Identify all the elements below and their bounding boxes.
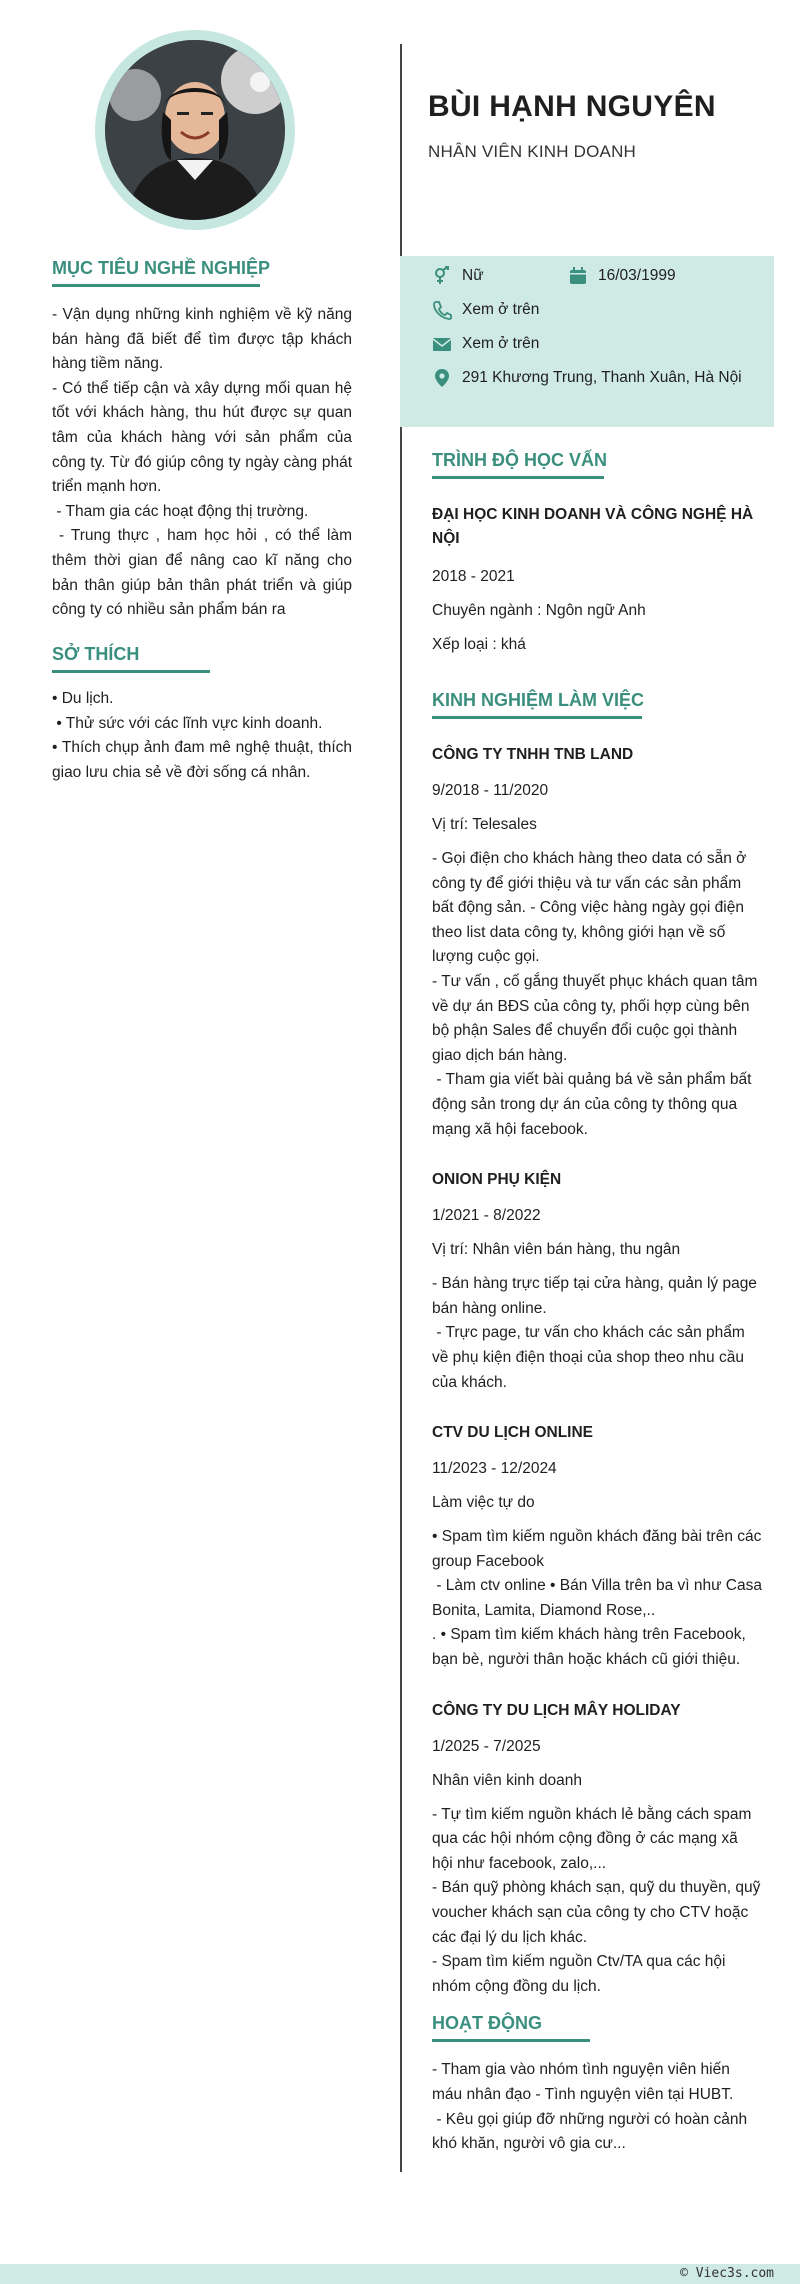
job-entry — [432, 1699, 765, 2000]
objective-title-text: MỤC TIÊU NGHỀ NGHIỆP — [52, 258, 271, 278]
candidate-name: BÙI HẠNH NGUYÊN — [428, 90, 716, 123]
job-description — [432, 1525, 767, 1673]
job-line: - Bán quỹ phòng khách sạn, quỹ du thuyền, quỹ voucher khách sạn của công ty cho CTV hoặc các đại lý du lịch khác. — [432, 1879, 765, 1946]
hobby-line: • Thích chụp ảnh đam mê nghệ thuật, thích giao lưu chia sẻ về đời sống cá nhân. — [52, 739, 357, 781]
hobbies-title-text: SỞ THÍCH — [52, 644, 140, 664]
activities-title-underline — [432, 2039, 590, 2042]
objective-section — [52, 258, 357, 623]
job-entry — [432, 743, 762, 1142]
activities-title — [432, 2013, 762, 2042]
job-position: Nhân viên kinh doanh — [432, 1771, 582, 1789]
objective-body — [52, 303, 357, 623]
job-line: • Spam tìm kiếm nguồn khách đăng bài trên các group Facebook — [432, 1528, 766, 1570]
job-company: ONION PHỤ KIỆN — [432, 1171, 562, 1189]
education-title-text: TRÌNH ĐỘ HỌC VẤN — [432, 450, 607, 470]
job-line: - Bán hàng trực tiếp tại cửa hàng, quản lý page bán hàng online. — [432, 1275, 762, 1317]
address-text: 291 Khương Trung, Thanh Xuân, Hà Nội — [462, 369, 742, 386]
email-item — [432, 332, 539, 356]
phone-text: Xem ở trên — [462, 301, 540, 318]
job-period: 11/2023 - 12/2024 — [432, 1460, 557, 1478]
job-line: . • Spam tìm kiếm khách hàng trên Facebook, bạn bè, người thân hoặc khách cũ giới thiệu. — [432, 1626, 751, 1669]
hobby-line: • Du lịch. — [52, 690, 114, 707]
experience-section — [432, 690, 767, 2157]
map-pin-icon — [432, 368, 452, 388]
contact-panel — [400, 256, 774, 427]
candidate-role: NHÂN VIÊN KINH DOANH — [428, 142, 637, 161]
activity-line: - Kêu gọi giúp đỡ những người có hoàn cảnh khó khăn, người vô gia cư... — [432, 2110, 752, 2153]
activities-section — [432, 2013, 762, 2156]
gender-text: Nữ — [462, 267, 484, 284]
education-title — [432, 450, 762, 479]
hobbies-title-underline — [52, 670, 210, 673]
activities-title-text: HOẠT ĐỘNG — [432, 2013, 542, 2034]
objective-line: - Có thể tiếp cận và xây dựng mối quan hệ tốt với khách hàng, thu hút được sự quan tâm của khách hàng với sản phẩm của công ty. Từ đó giúp công ty ngày càng phát triển mạnh hơn. — [52, 379, 357, 496]
address-item — [432, 366, 752, 390]
phone-icon — [432, 300, 452, 320]
job-position: Vị trí: Telesales — [432, 816, 537, 833]
hobbies-title — [52, 644, 352, 673]
job-description — [432, 847, 762, 1142]
profile-photo — [105, 40, 285, 220]
education-section — [432, 450, 762, 657]
activities-body — [432, 2058, 762, 2156]
email-text: Xem ở trên — [462, 335, 540, 352]
education-grade: Xếp loại : khá — [432, 636, 526, 653]
email-icon — [432, 334, 452, 354]
objective-title-underline — [52, 284, 260, 287]
job-line: - Tham gia viết bài quảng bá về sản phẩm bất động sản trong dự án của công ty thông qua mạng xã hội facebook. — [432, 1071, 756, 1138]
footer-bar — [0, 2264, 800, 2284]
job-company: CTV DU LỊCH ONLINE — [432, 1424, 594, 1442]
hobbies-body — [52, 687, 357, 785]
job-entry — [432, 1421, 767, 1673]
job-line: - Làm ctv online • Bán Villa trên ba vì như Casa Bonita, Lamita, Diamond Rose,.. — [432, 1577, 767, 1619]
gender-item — [432, 264, 484, 288]
education-major: Chuyên ngành : Ngôn ngữ Anh — [432, 602, 646, 619]
education-period: 2018 - 2021 — [432, 568, 515, 585]
job-description — [432, 1803, 765, 2000]
objective-line: - Trung thực , ham học hỏi , có thể làm thêm thời gian để nâng cao kĩ năng cho bản thân giúp bản thân phát triển và giúp công ty có nhiều sản phẩm bán ra — [52, 527, 357, 619]
activity-line: - Tham gia vào nhóm tình nguyện viên hiến máu nhân đạo - Tình nguyện viên tại HUBT. — [432, 2061, 735, 2103]
calendar-icon — [568, 266, 588, 286]
objective-title — [52, 258, 352, 287]
job-line: - Tư vấn , cố gắng thuyết phục khách quan tâm về dự án BĐS của công ty, phối hợp cùng bên bộ phận Sales để chuyển đổi cuộc gọi thành giao dịch bán hàng. — [432, 972, 762, 1064]
job-line: - Gọi điện cho khách hàng theo data có sẵn ở công ty để giới thiệu và tư vấn các sản phẩm bất động sản. - Công việc hàng ngày gọi điện theo list data công ty, không giới hạn về số lượng cuộc gọi. — [432, 850, 751, 966]
school-name: ĐẠI HỌC KINH DOANH VÀ CÔNG NGHỆ HÀ NỘI — [432, 506, 754, 547]
objective-line: - Vận dụng những kinh nghiệm về kỹ năng bán hàng đã biết để tìm được tập khách hàng tiềm năng. — [52, 306, 357, 373]
job-position: Vị trí: Nhân viên bán hàng, thu ngân — [432, 1241, 681, 1259]
birthday-text: 16/03/1999 — [598, 267, 676, 284]
job-period: 1/2025 - 7/2025 — [432, 1737, 541, 1755]
hobbies-section — [52, 644, 357, 785]
job-line: - Tự tìm kiếm nguồn khách lẻ bằng cách spam qua các hội nhóm cộng đồng ở các mạng xã hội như facebook, zalo,... — [432, 1805, 756, 1872]
gender-icon — [432, 266, 452, 286]
birthday-item — [568, 264, 676, 288]
phone-item — [432, 298, 539, 322]
job-description — [432, 1272, 762, 1395]
watermark[interactable]: © Viec3s.com — [680, 2266, 774, 2281]
job-entry — [432, 1168, 762, 1395]
hobby-line: • Thử sức với các lĩnh vực kinh doanh. — [52, 714, 323, 732]
objective-line: - Tham gia các hoạt động thị trường. — [52, 502, 309, 520]
job-line: - Trực page, tư vấn cho khách các sản phẩm về phụ kiện điện thoại của shop theo nhu cầu của khách. — [432, 1324, 750, 1391]
job-position: Làm việc tự do — [432, 1494, 535, 1512]
education-title-underline — [432, 476, 604, 479]
avatar — [95, 30, 295, 230]
job-period: 1/2021 - 8/2022 — [432, 1207, 541, 1225]
job-company: CÔNG TY DU LỊCH MÂY HOLIDAY — [432, 1701, 681, 1719]
experience-title — [432, 690, 762, 719]
job-company: CÔNG TY TNHH TNB LAND — [432, 746, 634, 763]
job-line: - Spam tìm kiếm nguồn Ctv/TA qua các hội nhóm cộng đồng du lịch. — [432, 1953, 730, 1995]
experience-title-text: KINH NGHIỆM LÀM VIỆC — [432, 690, 645, 710]
job-period: 9/2018 - 11/2020 — [432, 782, 549, 799]
experience-title-underline — [432, 716, 642, 719]
